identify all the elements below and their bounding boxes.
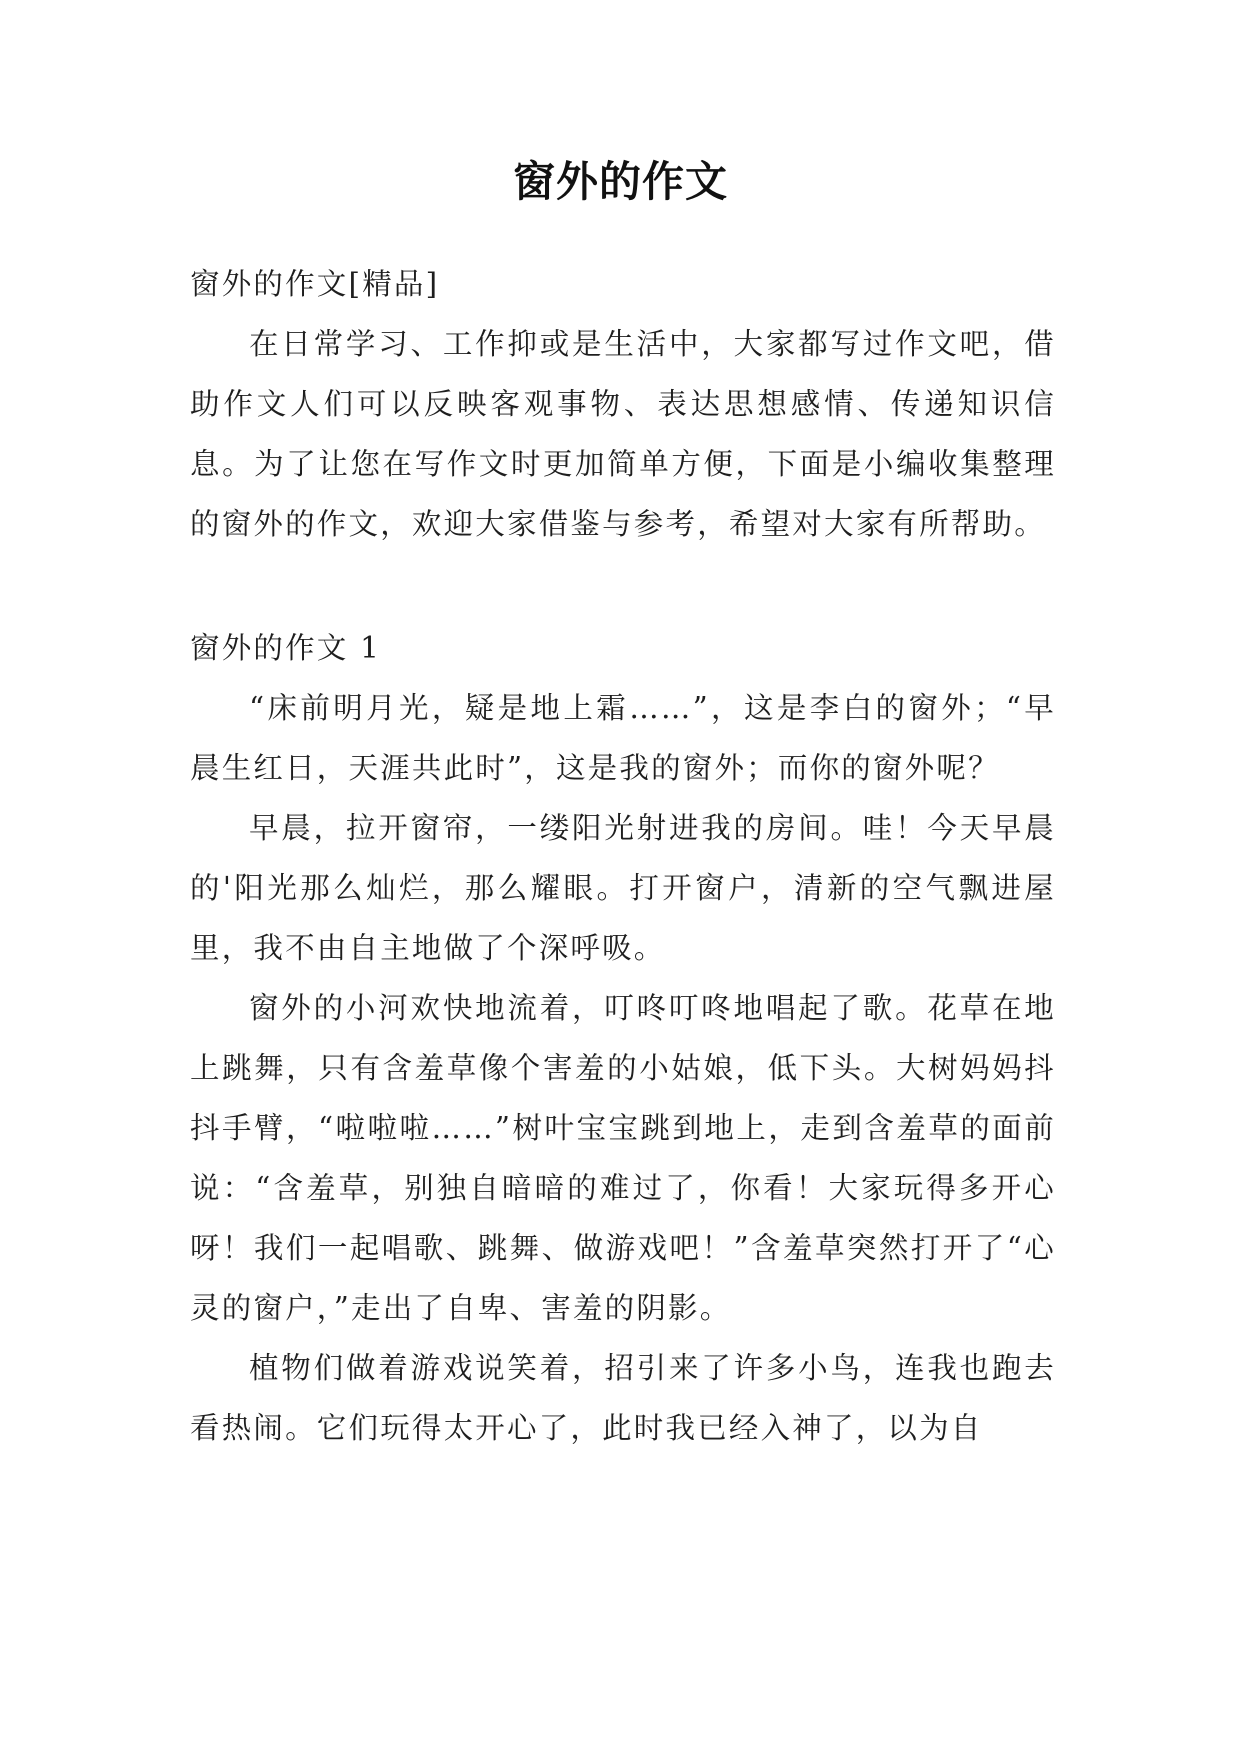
section-1-paragraph: 早晨，拉开窗帘，一缕阳光射进我的房间。哇！今天早晨的'阳光那么灿烂，那么耀眼。打开窗户，清新的空气飘进屋里，我不由自主地做了个深呼吸。 bbox=[190, 811, 1056, 965]
section-1-paragraph: 植物们做着游戏说笑着，招引来了许多小鸟，连我也跑去看热闹。它们玩得太开心了，此时我已经入神了，以为自 bbox=[190, 1351, 1056, 1445]
section-1-paragraph: “床前明月光，疑是地上霜……”，这是李白的窗外；“早晨生红日，天涯共此时”，这是我的窗外；而你的窗外呢？ bbox=[190, 691, 1056, 785]
intro-section bbox=[190, 254, 1056, 554]
document-title: 窗外的作文 bbox=[512, 157, 728, 206]
section-1-paragraph: 窗外的小河欢快地流着，叮咚叮咚地唱起了歌。花草在地上跳舞，只有含羞草像个害羞的小姑娘，低下头。大树妈妈抖抖手臂，“啦啦啦……”树叶宝宝跳到地上，走到含羞草的面前说：“含羞草，别独自暗暗的难过了，你看！大家玩得多开心呀！我们一起唱歌、跳舞、做游戏吧！”含羞草突然打开了“心灵的窗户，”走出了自卑、害羞的阴影。 bbox=[190, 991, 1056, 1325]
section-1-heading: 窗外的作文 1 bbox=[190, 631, 382, 665]
intro-paragraph: 在日常学习、工作抑或是生活中，大家都写过作文吧，借助作文人们可以反映客观事物、表达思想感情、传递知识信息。为了让您在写作文时更加简单方便，下面是小编收集整理的窗外的作文，欢迎大家借鉴与参考，希望对大家有所帮助。 bbox=[190, 327, 1056, 541]
section-1 bbox=[190, 618, 1056, 1458]
intro-heading: 窗外的作文[精品] bbox=[190, 267, 440, 301]
